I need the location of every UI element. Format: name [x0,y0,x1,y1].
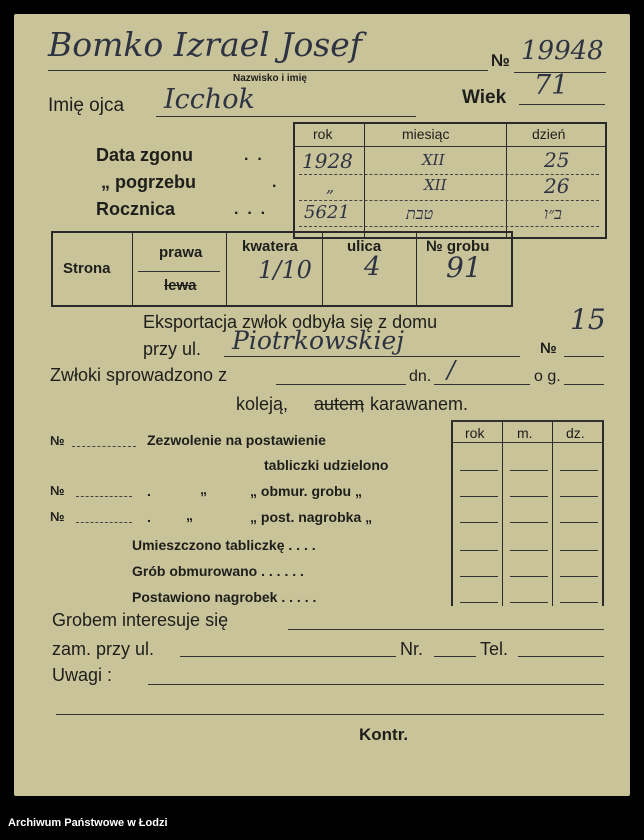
permit3-dot: . [147,509,151,525]
age-handwritten: 71 [534,70,569,101]
death-month: XII [422,151,445,169]
zwloki-label: Zwłoki sprowadzono z [50,365,228,385]
dates-col-miesiac: miesiąc [402,126,450,142]
strona-label: Strona [63,260,111,277]
permit3-quote: „ [186,507,193,523]
permit1-no: № [50,433,65,448]
placed-walled: Grób obmurowano . . . . . . [132,563,304,579]
anniversary-day: ב״ו [544,204,562,223]
street-handwritten: Piotrkowskiej [232,326,404,355]
dn-value: / [447,356,456,384]
permits-col-m: m. [517,425,533,441]
burial-month: XII [424,176,447,194]
kwatera-label: kwatera [242,238,298,255]
dates-col-rok: rok [313,126,333,142]
anniversary-dots: . . . [234,201,266,218]
father-handwritten: Icchok [164,84,255,115]
age-label: Wiek [462,87,507,108]
dn-label: dn. [409,368,432,385]
age-underline [519,104,605,105]
archive-footer: Archiwum Państwowe w Łodzi [8,817,168,829]
father-label: Imię ojca [48,95,125,116]
permits-col-rok: rok [465,425,485,441]
father-underline [156,116,416,117]
street-prefix: przy ul. [143,339,202,359]
placed-plaque: Umieszczono tabliczkę . . . . [132,537,316,553]
number-handwritten: 19948 [521,36,604,66]
zam-label: zam. przy ul. [52,639,155,659]
dates-col-dzien: dzień [532,126,566,142]
kwatera-value: 1/10 [258,256,312,284]
number-label: № [491,51,510,70]
lewa-label: lewa [164,277,197,294]
grobem-label: Grobem interesuje się [52,610,229,630]
prawa-label: prawa [159,244,203,261]
uwagi-label: Uwagi : [52,665,113,685]
burial-day: 26 [544,174,570,198]
nr-label: Nr. [400,639,424,659]
permit2-quote: „ [200,481,207,497]
name-caption: Nazwisko i imię [233,73,307,84]
record-card [14,14,630,796]
permits-col-dz: dz. [566,425,585,441]
grobu-value: 91 [446,251,482,284]
death-date-label: Data zgonu [96,145,193,165]
permit3-no: № [50,509,65,524]
death-day: 25 [544,148,570,172]
og-label: o g. [534,368,561,385]
permit2-dot: . [147,483,151,499]
name-handwritten: Bomko Izrael Josef [48,25,362,64]
permit1-a: Zezwolenie na postawienie [147,432,326,448]
death-year: 1928 [302,149,353,173]
burial-dots: . [272,174,277,191]
placed-tombstone: Postawiono nagrobek . . . . . [132,589,317,605]
anniversary-month: טבת [406,204,434,223]
permit3-text: „ post. nagrobka „ [250,509,373,525]
export-line1: Eksportacja zwłok odbyła się z domu [143,312,438,332]
ulica-value: 4 [364,252,381,282]
permit2-no: № [50,483,65,498]
house-number: 15 [570,303,606,336]
anniversary-year: 5621 [304,202,350,223]
permit1-b: tabliczki udzielono [264,457,389,473]
street-number-sign: № [540,340,557,357]
burial-date-label: „ pogrzebu [101,172,196,192]
autem-option: autem [314,394,365,414]
death-dots: . . [244,147,262,164]
permit2-text: „ obmur. grobu „ [250,483,362,499]
tel-label: Tel. [480,639,509,659]
kolej-option: koleją, [236,394,289,414]
anniversary-label: Rocznica [96,199,176,219]
burial-year: „ [326,177,335,196]
kontr-label: Kontr. [359,725,409,744]
grobu-label: № grobu [426,238,490,255]
ulica-label: ulica [347,238,382,255]
karawanem-option: , karawanem. [360,394,469,414]
name-underline [48,70,488,71]
